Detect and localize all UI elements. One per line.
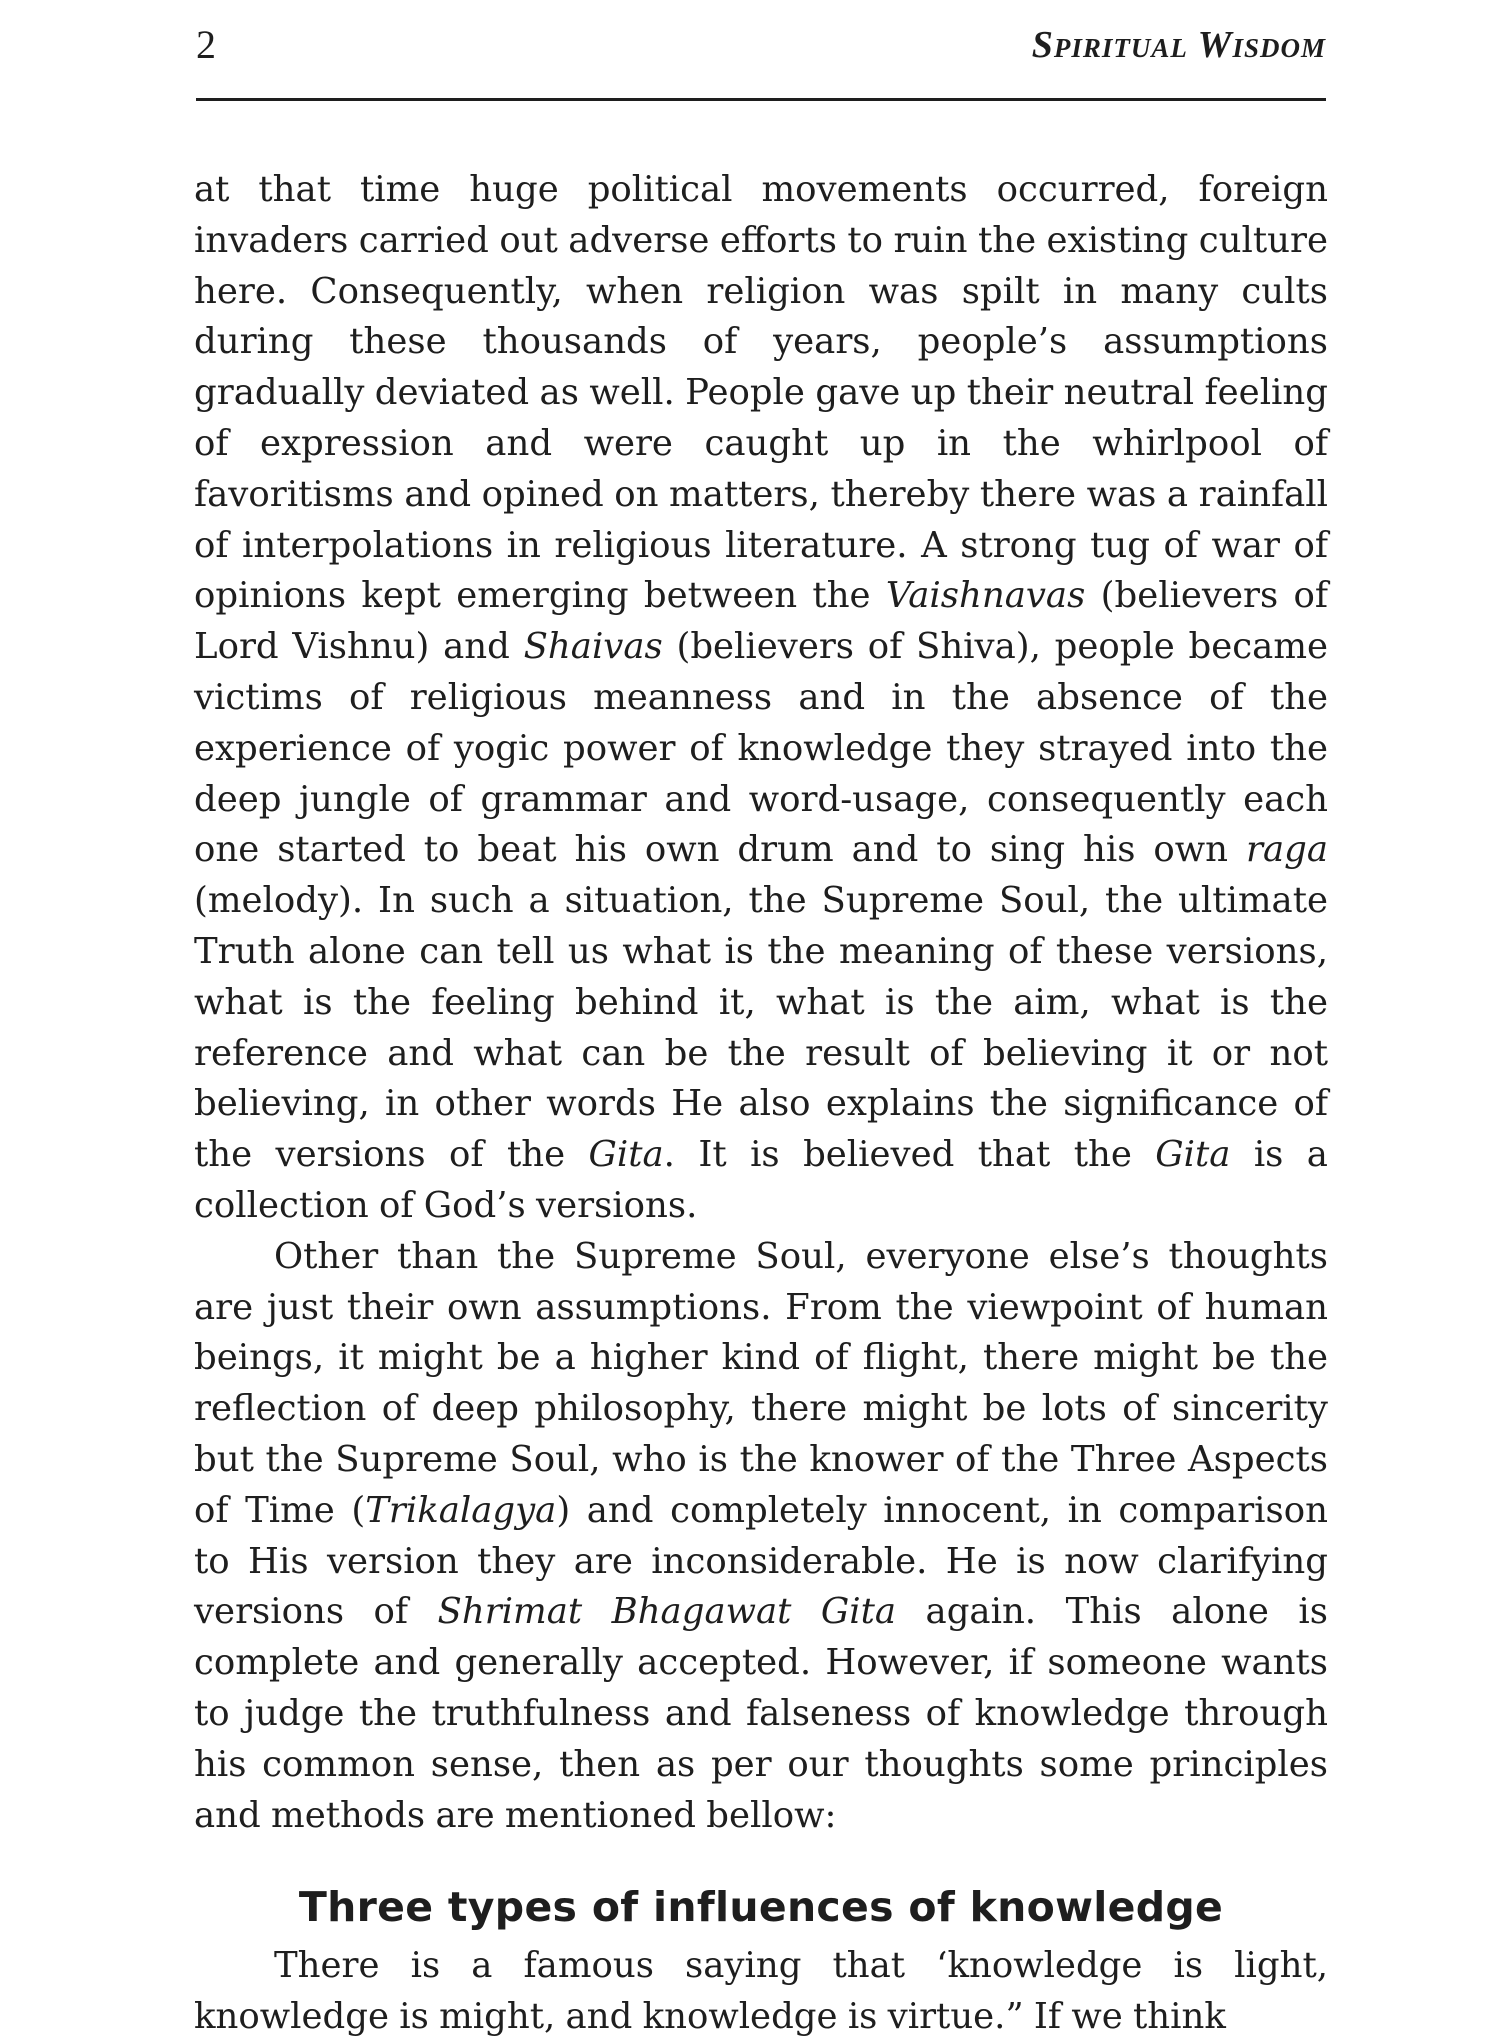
text-run: is a collection of God’s versions. — [194, 1134, 1328, 1226]
italic-term: raga — [1245, 829, 1328, 871]
italic-term: Shrimat Bhagawat Gita — [437, 1591, 897, 1633]
paragraph-2 — [194, 1232, 1328, 1842]
header-rule — [196, 98, 1326, 101]
text-run: again. This alone is complete and generally accepted. However, if someone wants to judge the truthfulness and falseness of knowledge through his common sense, then as per our thoughts some principles and methods are mentioned bellow: — [194, 1591, 1328, 1836]
text-run: . It is believed that the — [663, 1134, 1156, 1176]
italic-term: Vaishnavas — [885, 575, 1086, 617]
italic-term: Shaivas — [523, 626, 663, 668]
paragraph-3: There is a famous saying that ‘knowledge is light, knowledge is might, and knowledge is virtue.” If we think — [194, 1945, 1328, 2038]
text-run: (believers of Shiva), people became victims of religious meanness and in the absence of the experience of yogic power of knowledge they strayed into the deep jungle of grammar and word-usage, consequently each one started to beat his own drum and to sing his own — [194, 626, 1328, 871]
italic-term: Trikalagya — [365, 1489, 557, 1531]
text-run: (believers of Lord Vishnu) and — [194, 575, 1328, 668]
running-title: Spiritual Wisdom — [1031, 24, 1326, 66]
page-number: 2 — [196, 22, 216, 67]
text-run: (melody). In such a situation, the Supreme Soul, the ultimate Truth alone can tell us what is the meaning of these versions, what is the feeling behind it, what is the aim, what is the reference and what can be the result of believing it or not believing, in other words He also explains the significance of the versions of the — [194, 880, 1328, 1176]
text-run: ) and completely innocent, in comparison to His version they are inconsiderable. He is now clarifying versions of — [194, 1489, 1328, 1633]
text-run: Other than the Supreme Soul, everyone else’s thoughts are just their own assumptions. From the viewpoint of human beings, it might be a higher kind of flight, there might be the reflection of deep philosophy, there might be lots of sincerity but the Supreme Soul, who is the knower of the Three Aspects of Time ( — [194, 1235, 1328, 1531]
italic-term: Gita — [588, 1134, 664, 1176]
body-text — [194, 165, 1328, 2043]
paragraph-1 — [194, 165, 1328, 1232]
italic-term: Gita — [1155, 1134, 1231, 1176]
section-heading: Three types of influences of knowledge — [298, 1883, 1224, 1932]
running-head — [196, 20, 1326, 80]
text-run: at that time huge political movements occurred, foreign invaders carried out adverse efforts to ruin the existing culture here. Consequently, when religion was spilt in many cults during these thousands of years, people’s assumptions gradually deviated as well. People gave up their neutral feeling of expression and were caught up in the whirlpool of favoritisms and opined on matters, thereby there was a rainfall of interpolations in religious literature. A strong tug of war of opinions kept emerging between the — [194, 169, 1328, 617]
